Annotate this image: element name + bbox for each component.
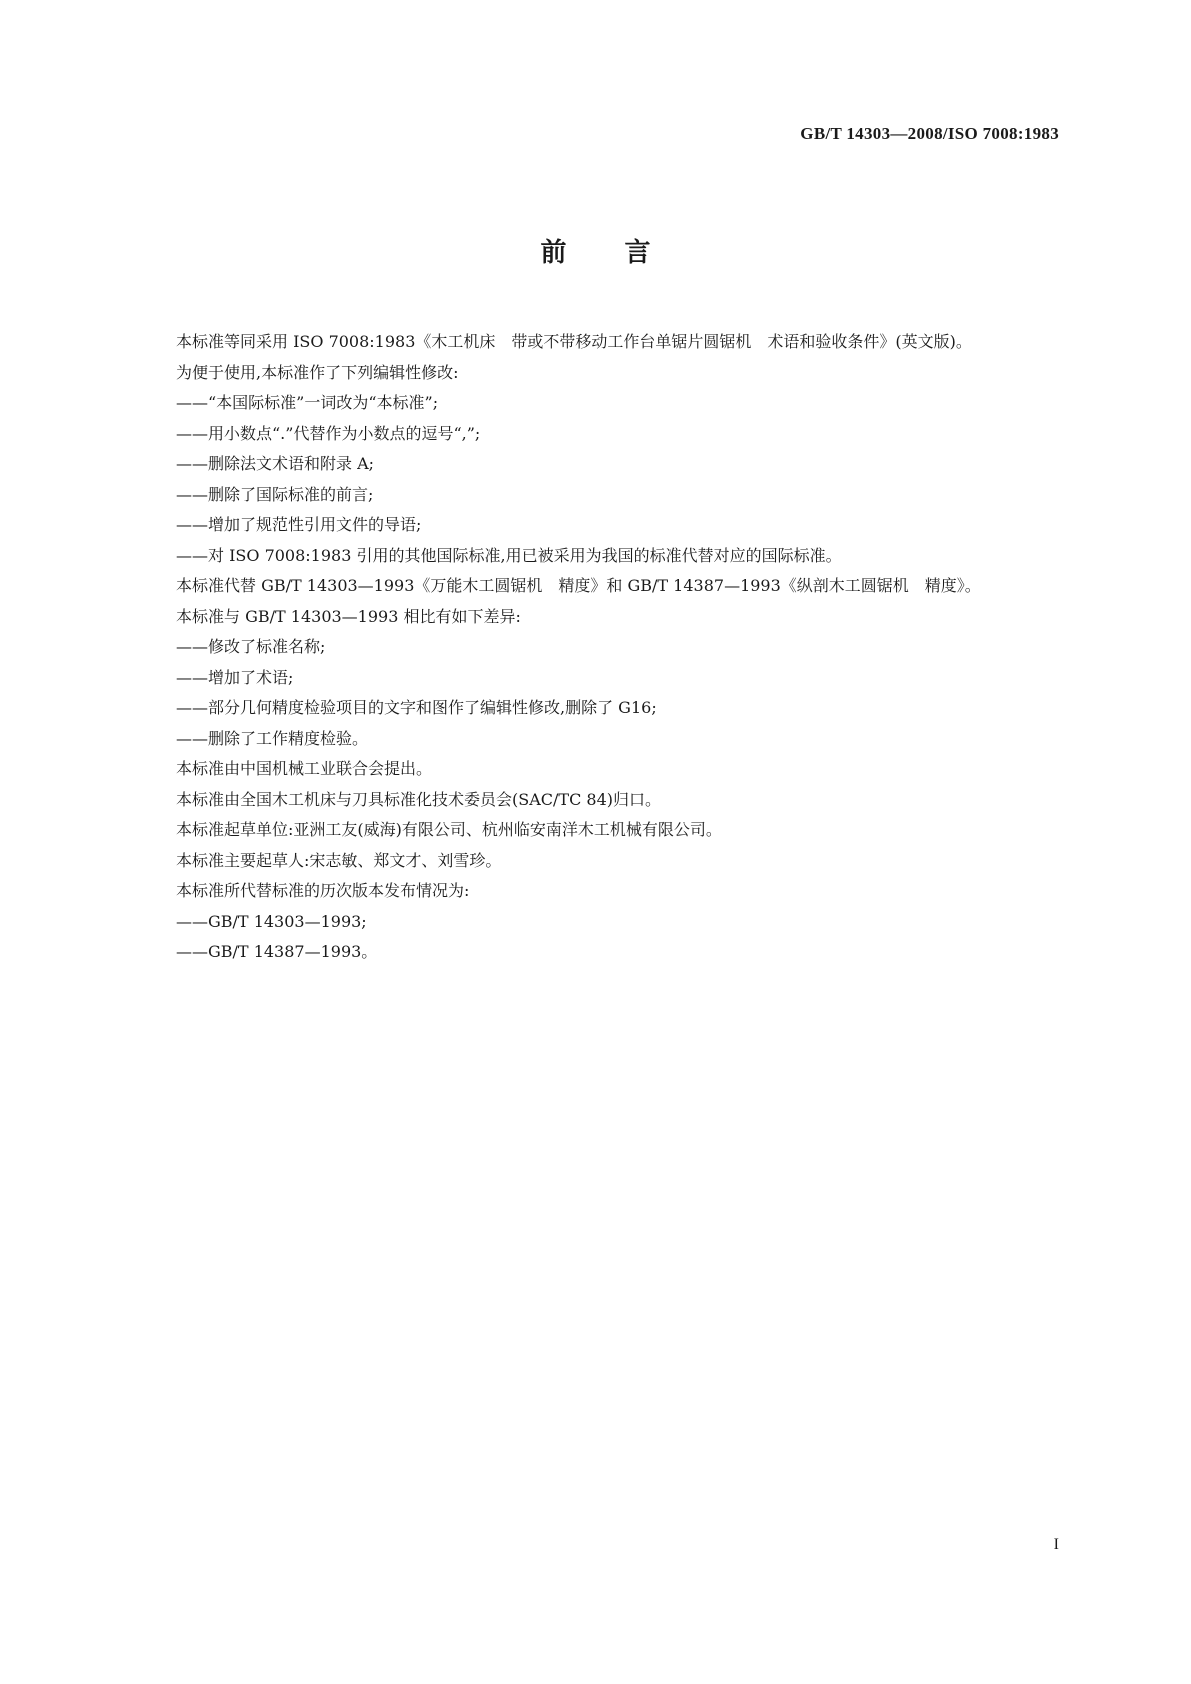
paragraph-centralized-by: 本标准由全国木工机床与刀具标准化技术委员会(SAC/TC 84)归口。	[176, 789, 661, 809]
paragraph-replaces: 本标准代替 GB/T 14303—1993《万能木工圆锯机 精度》和 GB/T 14387—1993《纵剖木工圆锯机 精度》。	[176, 576, 981, 595]
list-item: ——部分几何精度检验项目的文字和图作了编辑性修改,删除了 G16;	[176, 698, 657, 717]
list-item: ——增加了术语;	[176, 667, 294, 687]
list-item: ——修改了标准名称;	[176, 637, 326, 656]
paragraph-drafting-units: 本标准起草单位:亚洲工友(威海)有限公司、杭州临安南洋木工机械有限公司。	[176, 820, 722, 839]
list-item: ——GB/T 14387—1993。	[176, 942, 378, 961]
list-item: ——删除了国际标准的前言;	[176, 484, 374, 504]
paragraph-drafters: 本标准主要起草人:宋志敏、郑文才、刘雪珍。	[176, 850, 502, 870]
list-item: ——删除法文术语和附录 A;	[176, 454, 375, 473]
list-item: ——对 ISO 7008:1983 引用的其他国际标准,用已被采用为我国的标准代替对应的国际标准。	[176, 545, 842, 565]
paragraph-adoption: 本标准等同采用 ISO 7008:1983《木工机床 带或不带移动工作台单锯片圆锯机 术语和验收条件》(英文版)。	[176, 332, 972, 351]
paragraph-differences: 本标准与 GB/T 14303—1993 相比有如下差异:	[176, 606, 521, 626]
list-item: ——删除了工作精度检验。	[176, 728, 369, 748]
paragraph-editorial-changes: 为便于使用,本标准作了下列编辑性修改:	[176, 362, 459, 382]
standard-code: GB/T 14303—2008/ISO 7008:1983	[800, 124, 1059, 143]
foreword-body	[132, 327, 1066, 968]
list-item: ——用小数点“.”代替作为小数点的逗号“,”;	[176, 423, 481, 443]
page-title: 前言	[540, 238, 709, 268]
list-item: ——GB/T 14303—1993;	[176, 911, 367, 931]
page-number: I	[1053, 1536, 1059, 1553]
list-item: ——“本国际标准”一词改为“本标准”;	[176, 393, 439, 412]
paragraph-history: 本标准所代替标准的历次版本发布情况为:	[176, 881, 470, 900]
paragraph-proposed-by: 本标准由中国机械工业联合会提出。	[176, 759, 433, 778]
list-item: ——增加了规范性引用文件的导语;	[176, 515, 422, 534]
